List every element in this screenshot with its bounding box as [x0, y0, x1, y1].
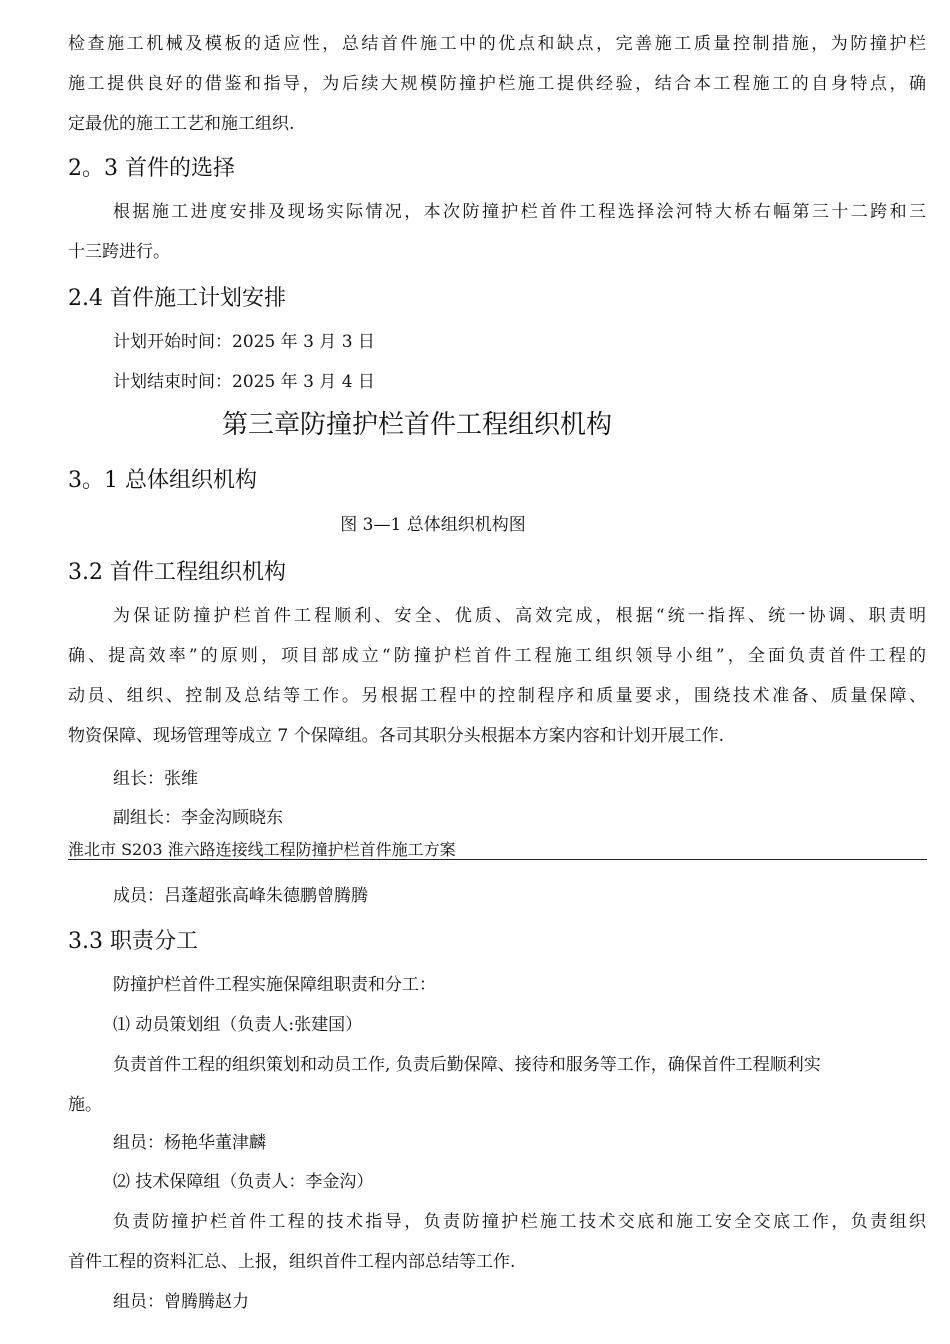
paragraph-line: 施工提供良好的借鉴和指导，为后续大规模防撞护栏施工提供经验，结合本工程施工的自身特点，确 — [68, 74, 926, 94]
paragraph-line: 物资保障、现场管理等成立 7 个保障组。各司其职分头根据本方案内容和计划开展工作. — [68, 726, 725, 746]
paragraph-line: 负责防撞护栏首件工程的技术指导，负责防撞护栏施工技术交底和施工安全交底工作，负责组织 — [113, 1212, 926, 1232]
paragraph-line: 施。 — [68, 1095, 102, 1115]
figure-caption: 图 3—1 总体组织机构图 — [340, 515, 526, 535]
chapter-title: 第三章防撞护栏首件工程组织机构 — [221, 410, 612, 440]
section-heading-2-3: 2。3 首件的选择 — [68, 156, 235, 181]
group-members: 成员：吕蓬超张高峰朱德鹏曾腾腾 — [113, 886, 368, 906]
section-heading-2-4: 2.4 首件施工计划安排 — [68, 286, 286, 311]
plan-start-time: 计划开始时间：2025 年 3 月 3 日 — [113, 332, 375, 352]
section-heading-3-2: 3.2 首件工程组织机构 — [68, 560, 286, 585]
paragraph-line: 负责首件工程的组织策划和动员工作, 负责后勤保障、接待和服务等工作，确保首件工程顺利实 — [113, 1055, 821, 1075]
paragraph-line: 根据施工进度安排及现场实际情况，本次防撞护栏首件工程选择浍河特大桥右幅第三十二跨和三 — [113, 202, 926, 222]
section-heading-3-1: 3。1 总体组织机构 — [68, 468, 257, 493]
paragraph-line: 为保证防撞护栏首件工程顺利、安全、优质、高效完成，根据“统一指挥、统一协调、职责明 — [113, 606, 926, 626]
plan-end-time: 计划结束时间：2025 年 3 月 4 日 — [113, 372, 375, 392]
paragraph-line: 检查施工机械及模板的适应性，总结首件施工中的优点和缺点，完善施工质量控制措施，为防撞护栏 — [68, 34, 926, 54]
paragraph-line: 动员、组织、控制及总结等工作。另根据工程中的控制程序和质量要求，围绕技术准备、质量保障、 — [68, 686, 926, 706]
paragraph-line: 确、提高效率”的原则，项目部成立“防撞护栏首件工程施工组织领导小组”，全面负责首件工程的 — [68, 646, 926, 666]
group-2-title: ⑵ 技术保障组（负责人：李金沟） — [113, 1172, 374, 1192]
group-2-members: 组员：曾腾腾赵力 — [113, 1292, 249, 1312]
page-footer: 淮北市 S203 淮六路连接线工程防撞护栏首件施工方案 — [68, 840, 456, 859]
group-1-members: 组员：杨艳华董津麟 — [113, 1133, 266, 1153]
section-heading-3-3: 3.3 职责分工 — [68, 929, 198, 954]
paragraph-line: 首件工程的资料汇总、上报，组织首件工程内部总结等工作. — [68, 1252, 516, 1272]
paragraph-line: 十三跨进行。 — [68, 242, 170, 262]
paragraph-line: 定最优的施工工艺和施工组织. — [68, 114, 295, 134]
group-leader: 组长：张维 — [113, 769, 198, 789]
group-1-title: ⑴ 动员策划组（负责人:张建国） — [113, 1015, 363, 1035]
footer-divider — [68, 859, 927, 860]
paragraph-line: 防撞护栏首件工程实施保障组职责和分工： — [113, 975, 436, 995]
deputy-leader: 副组长：李金沟顾晓东 — [113, 808, 283, 828]
